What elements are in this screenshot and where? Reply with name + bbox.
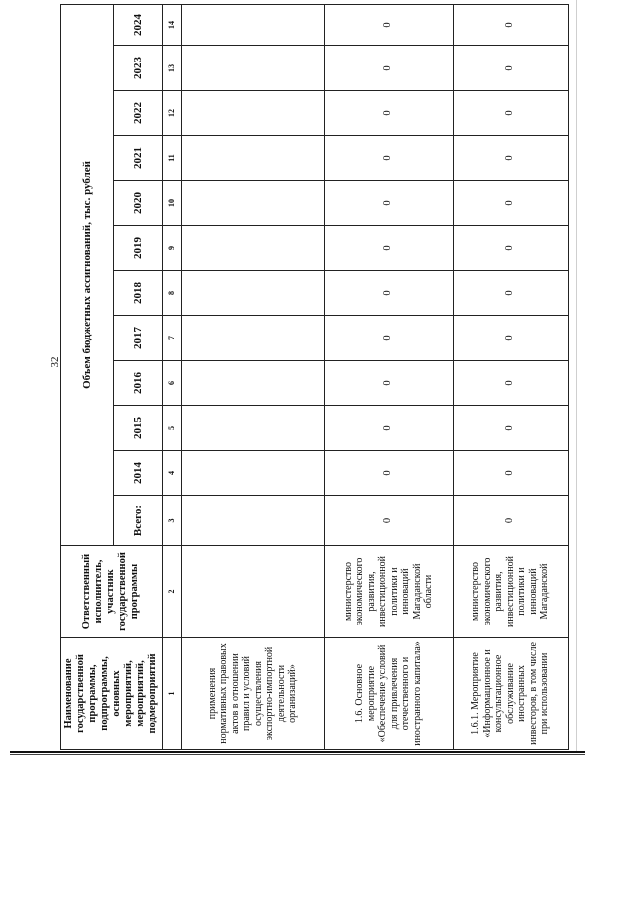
column-number: 5 — [162, 406, 181, 451]
column-number: 11 — [162, 136, 181, 181]
year-value-cell — [181, 406, 324, 451]
column-number: 7 — [162, 316, 181, 361]
year-value-cell — [181, 91, 324, 136]
year-value-cell — [181, 46, 324, 91]
table-row — [181, 4, 324, 749]
column-number: 2 — [162, 546, 181, 638]
year-value-cell: 0 — [453, 361, 568, 406]
year-value-cell: 0 — [324, 226, 453, 271]
budget-table — [60, 4, 569, 750]
page-number: 32 — [49, 356, 61, 368]
page-bottom-rule-shadow — [10, 754, 585, 755]
total-value-cell: 0 — [453, 496, 568, 546]
year-value-cell: 0 — [453, 406, 568, 451]
year-value-cell: 0 — [453, 136, 568, 181]
year-value-cell: 0 — [453, 316, 568, 361]
year-value-cell — [181, 361, 324, 406]
table-row — [453, 4, 568, 749]
year-value-cell: 0 — [324, 451, 453, 496]
header-year: 2020 — [114, 181, 162, 226]
total-value-cell — [181, 496, 324, 546]
scan-edge-line — [576, 0, 577, 752]
budget-table-container — [60, 5, 590, 750]
year-value-cell: 0 — [324, 406, 453, 451]
program-name-cell: 1.6.1. Мероприятие «Информационное и консультационное обслуживание иностранных инвесторов, в том числе при использовании — [453, 638, 568, 750]
header-year: 2019 — [114, 226, 162, 271]
year-value-cell — [181, 271, 324, 316]
column-number: 4 — [162, 451, 181, 496]
program-name-cell: применения нормативных правовых актов в отношении правил и условий осуществления экспортно-импортной деятельности организаций» — [181, 638, 324, 750]
year-value-cell: 0 — [324, 316, 453, 361]
header-year: 2018 — [114, 271, 162, 316]
header-budget-volume: Объем бюджетных ассигнований, тыс. рублей — [61, 4, 114, 545]
column-number: 14 — [162, 4, 181, 45]
header-year: 2017 — [114, 316, 162, 361]
header-year: 2014 — [114, 451, 162, 496]
executor-cell: министерство экономического развития, инвестиционной политики и инноваций Магаданской области — [324, 546, 453, 638]
year-value-cell: 0 — [453, 451, 568, 496]
header-year: 2015 — [114, 406, 162, 451]
column-number-row — [162, 4, 181, 749]
year-value-cell — [181, 4, 324, 45]
year-value-cell — [181, 226, 324, 271]
total-value-cell: 0 — [324, 496, 453, 546]
header-year: 2023 — [114, 46, 162, 91]
year-value-cell — [181, 136, 324, 181]
year-value-cell — [181, 316, 324, 361]
column-number: 1 — [162, 638, 181, 750]
page-bottom-rule — [10, 751, 585, 753]
column-number: 10 — [162, 181, 181, 226]
year-value-cell: 0 — [324, 181, 453, 226]
column-number: 13 — [162, 46, 181, 91]
year-value-cell — [181, 451, 324, 496]
header-executor: Ответственный исполнитель, участник государственной программы — [61, 546, 163, 638]
header-year: 2021 — [114, 136, 162, 181]
year-value-cell: 0 — [453, 46, 568, 91]
year-value-cell: 0 — [453, 271, 568, 316]
header-year: 2024 — [114, 4, 162, 45]
table-row — [324, 4, 453, 749]
year-value-cell: 0 — [324, 46, 453, 91]
year-value-cell: 0 — [453, 181, 568, 226]
year-value-cell: 0 — [324, 361, 453, 406]
program-name-cell: 1.6. Основное мероприятие «Обеспечение условий для привлечения отечественного и иностранного капитала» — [324, 638, 453, 750]
year-value-cell: 0 — [324, 271, 453, 316]
header-year: 2022 — [114, 91, 162, 136]
year-value-cell: 0 — [453, 4, 568, 45]
column-number: 6 — [162, 361, 181, 406]
header-program-name: Наименование государственной программы, подпрограммы, основных мероприятий, мероприятий, подмероприятий — [61, 638, 163, 750]
year-value-cell: 0 — [324, 91, 453, 136]
year-value-cell: 0 — [453, 91, 568, 136]
year-value-cell: 0 — [453, 226, 568, 271]
header-total: Всего: — [114, 496, 162, 546]
year-value-cell: 0 — [324, 4, 453, 45]
column-number: 12 — [162, 91, 181, 136]
column-number: 8 — [162, 271, 181, 316]
header-year: 2016 — [114, 361, 162, 406]
executor-cell — [181, 546, 324, 638]
year-value-cell — [181, 181, 324, 226]
column-number: 9 — [162, 226, 181, 271]
executor-cell: министерство экономического развития, инвестиционной политики и инноваций Магаданской — [453, 546, 568, 638]
column-number: 3 — [162, 496, 181, 546]
year-value-cell: 0 — [324, 136, 453, 181]
